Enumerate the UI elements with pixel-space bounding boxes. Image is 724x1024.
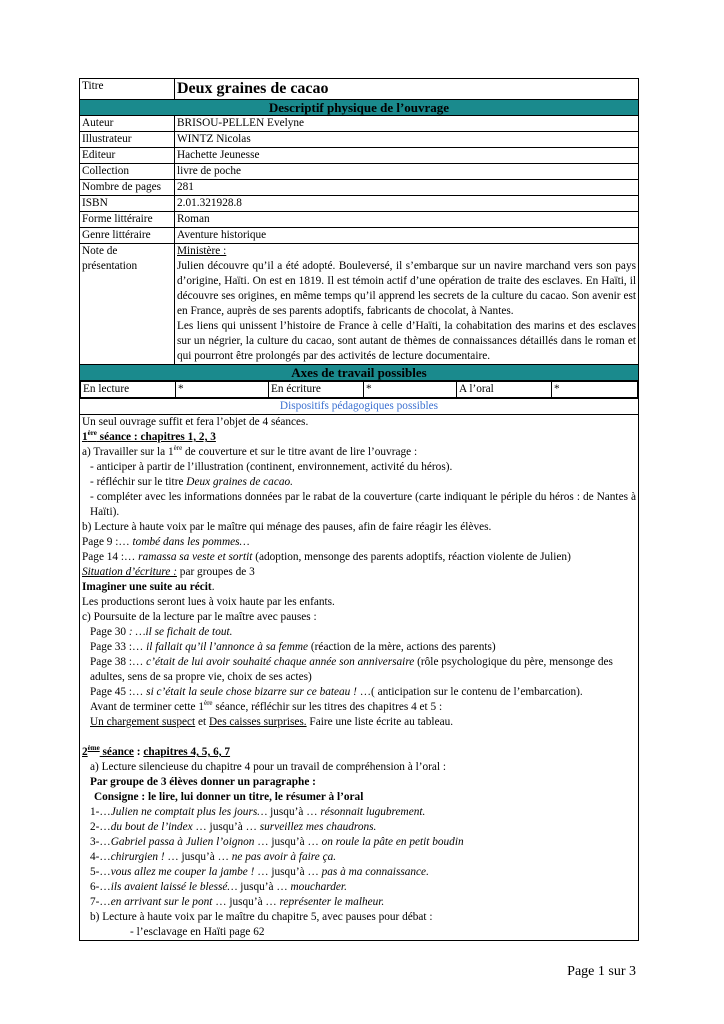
writing-situation: Situation d’écriture : par groupes de 3	[82, 566, 255, 578]
literary-genre-value: Aventure historique	[175, 228, 639, 244]
writing-task: Imaginer une suite au récit.	[82, 581, 215, 593]
step-b: b) Lecture à haute voix par le maître qui ménage des pauses, afin de faire réagir les élèves.	[82, 521, 492, 533]
axis-writing-mark: *	[364, 382, 457, 398]
productions: Les productions seront lues à voix haute par les enfants.	[82, 596, 335, 608]
step-a: a) Lecture silencieuse du chapitre 4 pour un travail de compréhension à l’oral :	[90, 761, 447, 773]
pedagogical-devices-header: Dispositifs pédagogiques possibles	[80, 399, 639, 415]
sub-step: - l’esclavage en Haïti page 62	[130, 926, 265, 938]
paragraph-list	[82, 805, 636, 910]
literary-form-value: Roman	[175, 212, 639, 228]
note-source: Ministère :	[177, 245, 227, 257]
info-row: Genre littéraire Aventure historique	[80, 228, 639, 244]
sub-step: - réfléchir sur le titre Deux graines de cacao.	[90, 476, 293, 488]
isbn-value: 2.01.321928.8	[175, 196, 639, 212]
axis-reading-mark: *	[176, 382, 269, 398]
axis-reading-label: En lecture	[81, 382, 176, 398]
intro: Un seul ouvrage suffit et fera l’objet de 4 séances.	[82, 416, 309, 428]
axis-oral-label: A l’oral	[457, 382, 552, 398]
presentation-note	[175, 244, 639, 365]
page-ref: Page 33 :… il fallait qu’il l’annonce à sa femme (réaction de la mère, actions des parents)	[90, 641, 496, 653]
paragraph-item: 3-…Gabriel passa à Julien l’oignon … jusqu’à … on roule la pâte en petit boudin	[90, 836, 464, 848]
lesson-sheet	[79, 78, 639, 941]
step-c: c) Poursuite de la lecture par le maître avec pauses :	[82, 611, 317, 623]
session-2-heading: 2ème séance : chapitres 4, 5, 6, 7	[82, 744, 231, 758]
work-axes	[80, 381, 639, 399]
axis-oral-mark: *	[552, 382, 638, 398]
paragraph-item: 7-…en arrivant sur le pont … jusqu’à … représenter le malheur.	[90, 896, 385, 908]
info-row: Auteur BRISOU-PELLEN Evelyne	[80, 116, 639, 132]
paragraph-item: 1-…Julien ne comptait plus les jours… jusqu’à … résonnait lugubrement.	[90, 806, 426, 818]
info-row: Illustrateur WINTZ Nicolas	[80, 132, 639, 148]
session-1-heading: 1ère séance : chapitres 1, 2, 3	[82, 429, 216, 443]
note-paragraph: Les liens qui unissent l’histoire de France à celle d’Haïti, la cohabitation des marins et des esclaves sur un négrier, la culture du cacao, sont autant de thèmes de connaissances détaillés dans le roman et qui pourront être prolongés par des activités de lecture documentaire.	[177, 320, 636, 362]
step-a: a) Travailler sur la 1ère de couverture et sur le titre avant de lire l’ouvrage :	[82, 444, 418, 458]
author-value: BRISOU-PELLEN Evelyne	[175, 116, 639, 132]
page-ref: Page 30 : …il se fichait de tout.	[90, 626, 233, 638]
spacer	[82, 730, 636, 745]
paragraph-item: 4-…chirurgien ! … jusqu’à … ne pas avoir à faire ça.	[90, 851, 337, 863]
step-b: b) Lecture à haute voix par le maître du chapitre 5, avec pauses pour débat :	[90, 911, 433, 923]
chapter-titles-task: Avant de terminer cette 1ère séance, réfléchir sur les titres des chapitres 4 et 5 :	[90, 699, 443, 713]
info-row: Collection livre de poche	[80, 164, 639, 180]
chapter-titles: Un chargement suspect et Des caisses surprises. Faire une liste écrite au tableau.	[90, 716, 454, 728]
sub-step: - anticiper à partir de l’illustration (continent, environnement, activité du héros).	[90, 461, 453, 473]
instruction: Consigne : le lire, lui donner un titre, le résumer à l’oral	[94, 791, 364, 803]
physical-description-header: Descriptif physique de l’ouvrage	[80, 100, 639, 116]
sub-step: - compléter avec les informations données par le rabat de la couverture (carte indiquant le périple du héros : de Nantes à Haïti).	[90, 491, 636, 518]
illustrator-value: WINTZ Nicolas	[175, 132, 639, 148]
book-info-table	[79, 78, 639, 941]
page-number: Page 1 sur 3	[567, 964, 636, 979]
axis-writing-label: En écriture	[269, 382, 364, 398]
info-row: ISBN 2.01.321928.8	[80, 196, 639, 212]
paragraph-item: 5-…vous allez me couper la jambe ! … jusqu’à … pas à ma connaissance.	[90, 866, 429, 878]
lesson-plan	[80, 415, 639, 941]
group-instruction: Par groupe de 3 élèves donner un paragraphe :	[90, 776, 316, 788]
title-label: Titre	[80, 79, 175, 100]
info-row: Editeur Hachette Jeunesse	[80, 148, 639, 164]
info-row: Forme littéraire Roman	[80, 212, 639, 228]
note-label: Note de présentation	[80, 244, 175, 365]
collection-value: livre de poche	[175, 164, 639, 180]
work-axes-header: Axes de travail possibles	[80, 365, 639, 381]
page-ref: Page 14 :… ramassa sa veste et sortit (adoption, mensonge des parents adoptifs, réaction violente de Julien)	[82, 551, 571, 563]
page-ref: Page 45 :… si c’était la seule chose bizarre sur ce bateau ! …( anticipation sur le contenu de l’embarcation).	[90, 686, 583, 698]
publisher-value: Hachette Jeunesse	[175, 148, 639, 164]
page-ref: Page 9 :… tombé dans les pommes…	[82, 536, 250, 548]
page-ref: Page 38 :… c’était de lui avoir souhaité chaque année son anniversaire (rôle psychologique du père, mensonge des adultes, sens de sa propre vie, choix de ses actes)	[90, 656, 613, 683]
book-title: Deux graines de cacao	[175, 79, 639, 100]
note-paragraph: Julien découvre qu’il a été adopté. Bouleversé, il s’embarque sur un navire marchand vers son pays d’origine, Haïti. On est en 1819. Il est témoin actif d’une opération de traite des esclaves. En Haïti, il découvre ses origines, en même temps qu’il apprend les secrets de la culture du cacao. Son avenir est en France, auprès de ses parents adoptifs, fabricants de chocolat, à Nantes.	[177, 260, 636, 317]
pages-value: 281	[175, 180, 639, 196]
paragraph-item: 6-…ils avaient laissé le blessé… jusqu’à … moucharder.	[90, 881, 347, 893]
paragraph-item: 2-…du bout de l’index … jusqu’à … surveillez mes chaudrons.	[90, 821, 377, 833]
info-row: Nombre de pages 281	[80, 180, 639, 196]
